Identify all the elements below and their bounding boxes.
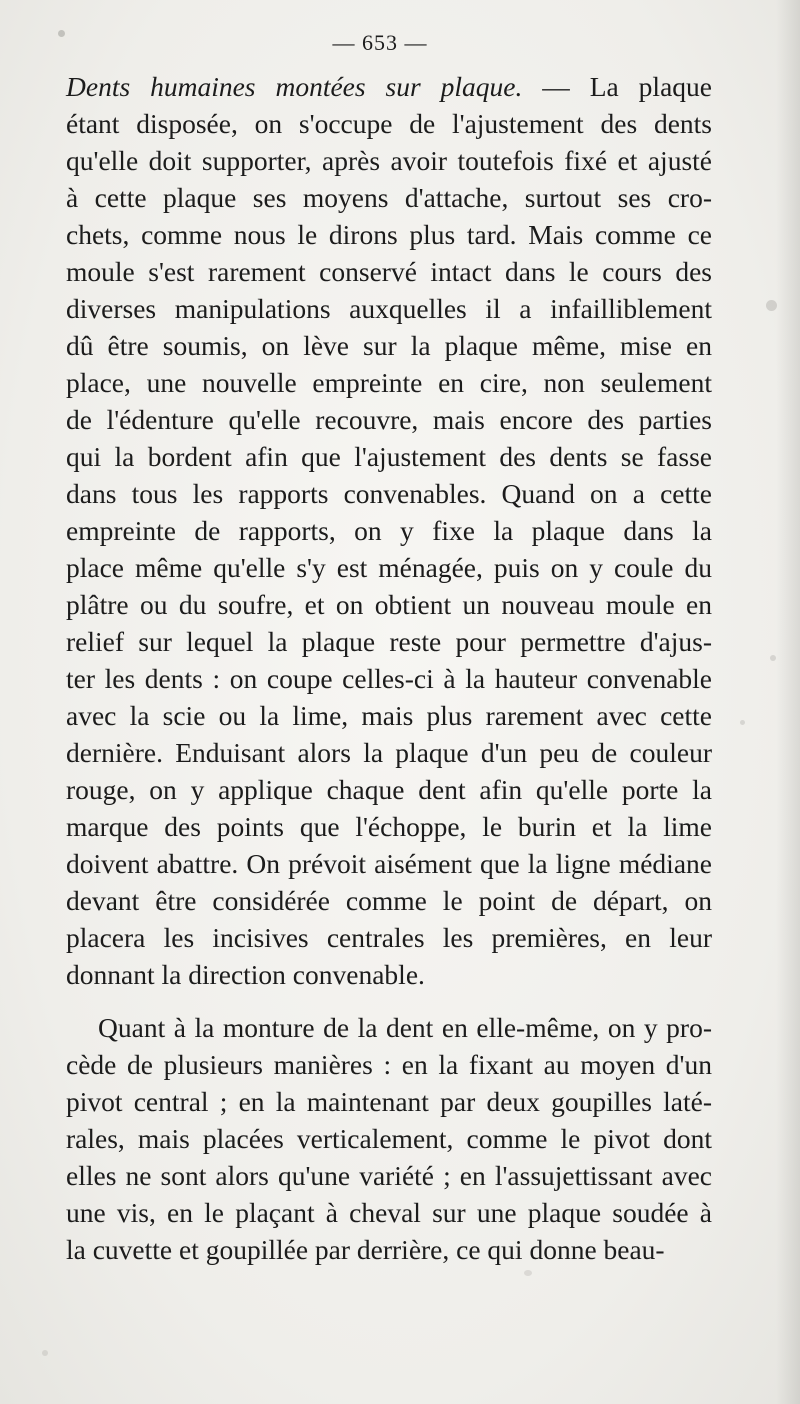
line-text: qui la bordent afin que l'ajustement des dents se fasse [66, 441, 712, 472]
text-line [66, 1231, 712, 1268]
line-text: devant être considérée comme le point de départ, on [66, 885, 712, 916]
text-line [66, 68, 712, 105]
paper-speck [766, 300, 777, 311]
line-text: ter les dents : on coupe celles-ci à la hauteur convenable [66, 663, 712, 694]
line-text: qu'elle doit supporter, après avoir toutefois fixé et ajusté [66, 145, 712, 176]
text-line [66, 327, 712, 364]
text-line [66, 734, 712, 771]
text-line [66, 1083, 712, 1120]
paper-speck [740, 720, 745, 725]
paper-speck [770, 655, 776, 661]
paragraph [66, 1009, 712, 1268]
line-text: marque des points que l'échoppe, le burin et la lime [66, 811, 712, 842]
line-text: elles ne sont alors qu'une variété ; en l'assujettissant avec [66, 1160, 712, 1191]
line-text: cède de plusieurs manières : en la fixant au moyen d'un [66, 1049, 712, 1080]
text-line [66, 179, 712, 216]
text-line [66, 475, 712, 512]
text-line [66, 845, 712, 882]
line-text: place, une nouvelle empreinte en cire, non seulement [66, 367, 712, 398]
line-text: à cette plaque ses moyens d'attache, surtout ses cro- [66, 182, 712, 213]
text-line [66, 808, 712, 845]
page-edge-shadow [776, 0, 800, 1404]
text-line [66, 364, 712, 401]
text-line [66, 882, 712, 919]
text-line [66, 586, 712, 623]
line-text: doivent abattre. On prévoit aisément que la ligne médiane [66, 848, 712, 879]
text-line [66, 697, 712, 734]
paper-speck [524, 1270, 532, 1276]
text-line [66, 512, 712, 549]
line-text: rales, mais placées verticalement, comme le pivot dont [66, 1123, 712, 1154]
text-line [66, 660, 712, 697]
line-text: moule s'est rarement conservé intact dans le cours des [66, 256, 712, 287]
line-text: rouge, on y applique chaque dent afin qu'elle porte la [66, 774, 712, 805]
paragraph-gap [66, 993, 712, 1009]
line-text: donnant la direction convenable. [66, 959, 425, 990]
text-line [66, 956, 712, 993]
line-text: place même qu'elle s'y est ménagée, puis on y coule du [66, 552, 712, 583]
line-text: diverses manipulations auxquelles il a infailliblement [66, 293, 712, 324]
line-text: placera les incisives centrales les premières, en leur [66, 922, 712, 953]
line-text: avec la scie ou la lime, mais plus rarement avec cette [66, 700, 712, 731]
line-text: relief sur lequel la plaque reste pour permettre d'ajus- [66, 626, 712, 657]
line-text: étant disposée, on s'occupe de l'ajustement des dents [66, 108, 712, 139]
page-number: — 653 — [332, 30, 428, 55]
text-line [66, 1157, 712, 1194]
line-text: la cuvette et goupillée par derrière, ce qui donne beau- [66, 1234, 665, 1265]
text-line [66, 253, 712, 290]
paper-speck [42, 1350, 48, 1356]
text-line [66, 623, 712, 660]
text-line [66, 1194, 712, 1231]
line-text: empreinte de rapports, on y fixe la plaque dans la [66, 515, 712, 546]
text-line [66, 1120, 712, 1157]
line-text: de l'édenture qu'elle recouvre, mais encore des parties [66, 404, 712, 435]
text-line [66, 1009, 712, 1046]
line-text: dernière. Enduisant alors la plaque d'un peu de couleur [66, 737, 712, 768]
text-line [66, 1046, 712, 1083]
line-text: plâtre ou du soufre, et on obtient un nouveau moule en [66, 589, 712, 620]
section-heading: Dents humaines montées sur plaque. [66, 71, 523, 102]
paragraph [66, 68, 712, 993]
line-text: chets, comme nous le dirons plus tard. Mais comme ce [66, 219, 712, 250]
text-line [66, 105, 712, 142]
line-text: une vis, en le plaçant à cheval sur une plaque soudée à [66, 1197, 712, 1228]
text-line [66, 549, 712, 586]
line-text: dans tous les rapports convenables. Quand on a cette [66, 478, 712, 509]
text-line [66, 438, 712, 475]
line-text: dû être soumis, on lève sur la plaque même, mise en [66, 330, 712, 361]
text-line [66, 216, 712, 253]
line-text: Quant à la monture de la dent en elle-même, on y pro- [98, 1012, 712, 1043]
text-line [66, 290, 712, 327]
line-text: — La plaque [522, 71, 712, 102]
text-line [66, 919, 712, 956]
line-text: pivot central ; en la maintenant par deux goupilles laté- [66, 1086, 712, 1117]
body-text [66, 68, 712, 1268]
text-line [66, 142, 712, 179]
text-line [66, 401, 712, 438]
text-line [66, 771, 712, 808]
